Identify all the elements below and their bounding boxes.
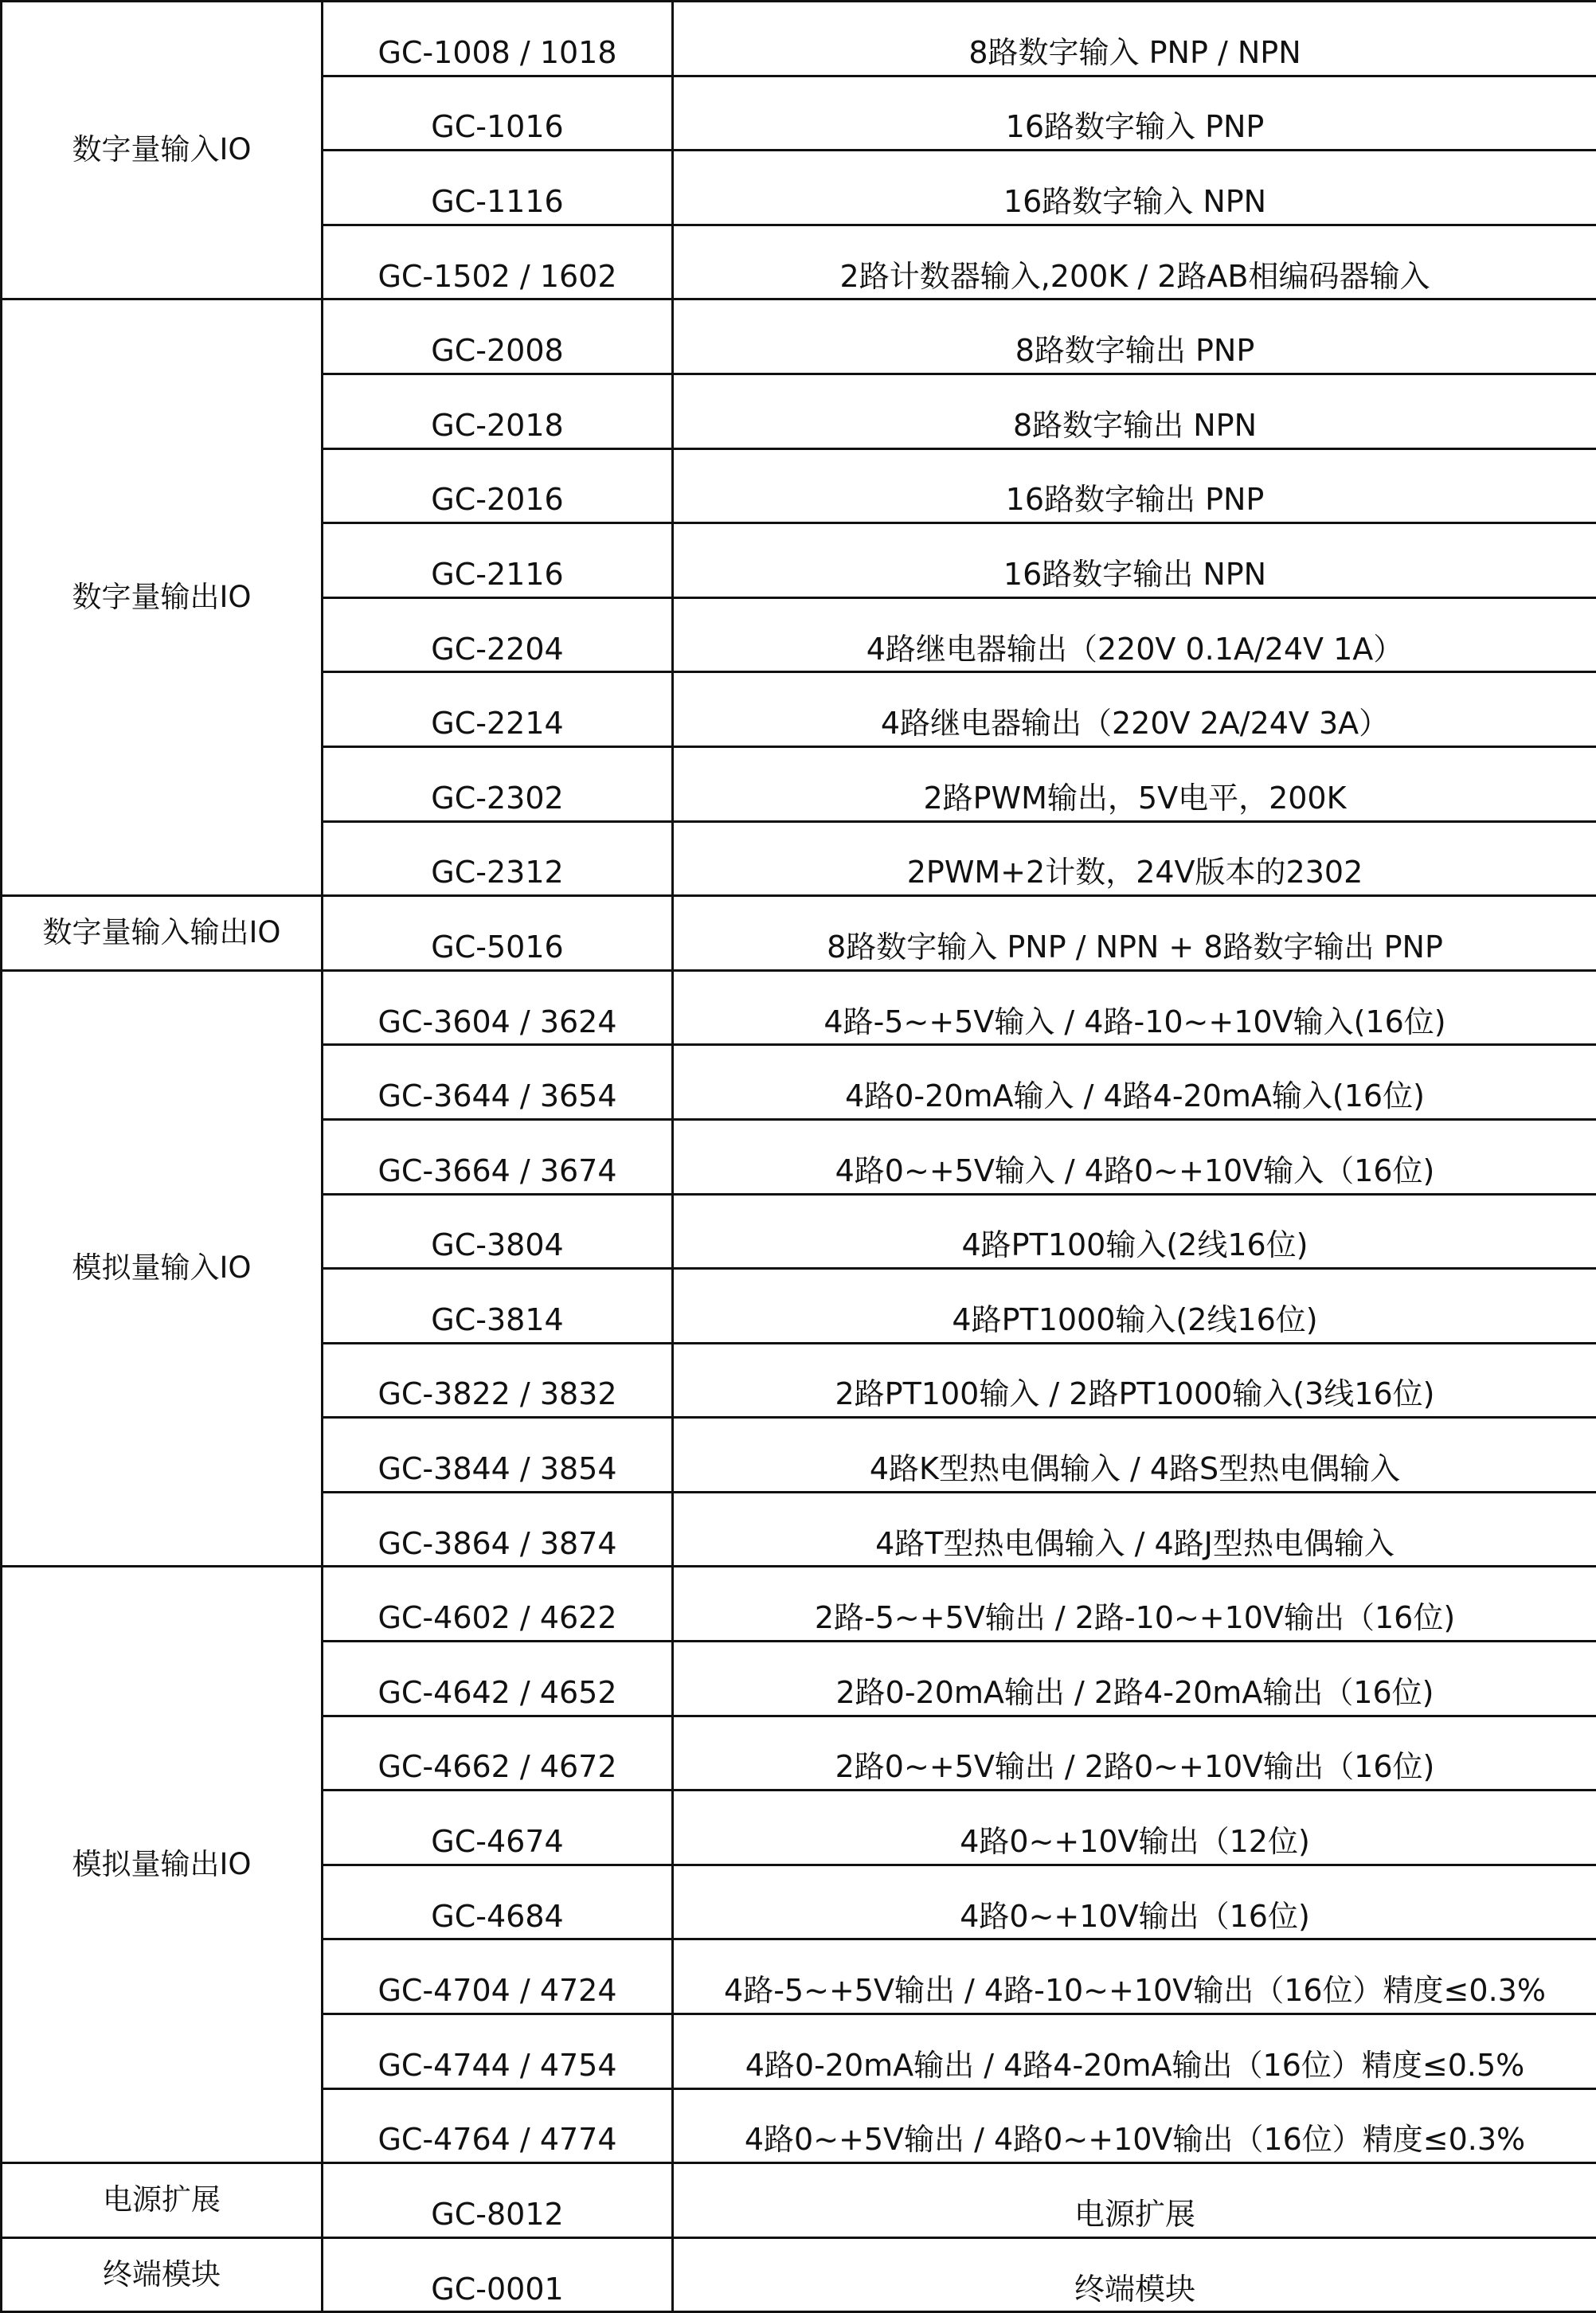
table-row	[2, 2, 1596, 76]
description-cell: 8路数字输出 PNP	[673, 299, 1596, 374]
model-cell: GC-2018	[323, 374, 673, 448]
category-cell: 终端模块	[2, 2237, 323, 2312]
description-cell: 4路继电器输出（220V 0.1A/24V 1A）	[673, 597, 1596, 672]
description-cell: 4路0~+5V输出 / 4路0~+10V输出（16位）精度≤0.3%	[673, 2088, 1596, 2163]
category-cell: 数字量输入输出IO	[2, 896, 323, 971]
model-cell: GC-4684	[323, 1865, 673, 1939]
description-cell: 4路-5~+5V输入 / 4路-10~+10V输入(16位)	[673, 970, 1596, 1045]
model-cell: GC-1116	[323, 151, 673, 225]
description-cell: 8路数字输出 NPN	[673, 374, 1596, 448]
model-cell: GC-3604 / 3624	[323, 970, 673, 1045]
model-cell: GC-5016	[323, 896, 673, 971]
description-cell: 4路0~+10V输出（16位)	[673, 1865, 1596, 1939]
table-row	[2, 1567, 1596, 1642]
description-cell: 4路PT1000输入(2线16位)	[673, 1269, 1596, 1344]
model-cell: GC-8012	[323, 2163, 673, 2238]
model-cell: GC-2214	[323, 672, 673, 747]
description-cell: 16路数字输出 NPN	[673, 523, 1596, 598]
model-cell: GC-4704 / 4724	[323, 1939, 673, 2014]
category-cell: 数字量输出IO	[2, 299, 323, 896]
table-row	[2, 2237, 1596, 2312]
description-cell: 2路0~+5V输出 / 2路0~+10V输出（16位)	[673, 1716, 1596, 1791]
model-cell: GC-3864 / 3874	[323, 1492, 673, 1567]
description-cell: 2路计数器输入,200K / 2路AB相编码器输入	[673, 225, 1596, 299]
description-cell: 4路-5~+5V输出 / 4路-10~+10V输出（16位）精度≤0.3%	[673, 1939, 1596, 2014]
model-cell: GC-4674	[323, 1791, 673, 1865]
model-cell: GC-1008 / 1018	[323, 2, 673, 76]
category-cell: 模拟量输入IO	[2, 970, 323, 1567]
description-cell: 4路T型热电偶输入 / 4路J型热电偶输入	[673, 1492, 1596, 1567]
description-cell: 4路0-20mA输入 / 4路4-20mA输入(16位)	[673, 1045, 1596, 1120]
category-cell: 模拟量输出IO	[2, 1567, 323, 2163]
description-cell: 4路0~+5V输入 / 4路0~+10V输入（16位)	[673, 1119, 1596, 1194]
description-cell: 8路数字输入 PNP / NPN	[673, 2, 1596, 76]
table-row	[2, 970, 1596, 1045]
model-cell: GC-4744 / 4754	[323, 2014, 673, 2089]
model-cell: GC-2302	[323, 746, 673, 821]
category-cell: 电源扩展	[2, 2163, 323, 2238]
model-cell: GC-4662 / 4672	[323, 1716, 673, 1791]
model-cell: GC-2008	[323, 299, 673, 374]
model-cell: GC-3664 / 3674	[323, 1119, 673, 1194]
description-cell: 电源扩展	[673, 2163, 1596, 2238]
category-cell: 数字量输入IO	[2, 2, 323, 299]
description-cell: 2路PWM输出，5V电平，200K	[673, 746, 1596, 821]
description-cell: 16路数字输出 PNP	[673, 448, 1596, 523]
model-cell: GC-0001	[323, 2237, 673, 2312]
model-cell: GC-1016	[323, 76, 673, 151]
model-cell: GC-1502 / 1602	[323, 225, 673, 299]
model-cell: GC-3822 / 3832	[323, 1343, 673, 1418]
description-cell: 4路0~+10V输出（12位)	[673, 1791, 1596, 1865]
model-cell: GC-4602 / 4622	[323, 1567, 673, 1642]
model-cell: GC-3814	[323, 1269, 673, 1344]
model-cell: GC-3644 / 3654	[323, 1045, 673, 1120]
description-cell: 4路PT100输入(2线16位)	[673, 1194, 1596, 1269]
model-cell: GC-4642 / 4652	[323, 1642, 673, 1716]
description-cell: 终端模块	[673, 2237, 1596, 2312]
description-cell: 4路K型热电偶输入 / 4路S型热电偶输入	[673, 1418, 1596, 1493]
description-cell: 2路0-20mA输出 / 2路4-20mA输出（16位)	[673, 1642, 1596, 1716]
model-cell: GC-2116	[323, 523, 673, 598]
model-cell: GC-3844 / 3854	[323, 1418, 673, 1493]
description-cell: 4路继电器输出（220V 2A/24V 3A）	[673, 672, 1596, 747]
description-cell: 2路PT100输入 / 2路PT1000输入(3线16位)	[673, 1343, 1596, 1418]
description-cell: 8路数字输入 PNP / NPN + 8路数字输出 PNP	[673, 896, 1596, 971]
table-row	[2, 896, 1596, 971]
table-row	[2, 2163, 1596, 2238]
description-cell: 4路0-20mA输出 / 4路4-20mA输出（16位）精度≤0.5%	[673, 2014, 1596, 2089]
model-cell: GC-2204	[323, 597, 673, 672]
model-cell: GC-2016	[323, 448, 673, 523]
description-cell: 2路-5~+5V输出 / 2路-10~+10V输出（16位)	[673, 1567, 1596, 1642]
description-cell: 2PWM+2计数，24V版本的2302	[673, 821, 1596, 896]
table-body	[2, 2, 1596, 2312]
description-cell: 16路数字输入 PNP	[673, 76, 1596, 151]
model-cell: GC-4764 / 4774	[323, 2088, 673, 2163]
description-cell: 16路数字输入 NPN	[673, 151, 1596, 225]
table-row	[2, 299, 1596, 374]
model-cell: GC-3804	[323, 1194, 673, 1269]
model-cell: GC-2312	[323, 821, 673, 896]
